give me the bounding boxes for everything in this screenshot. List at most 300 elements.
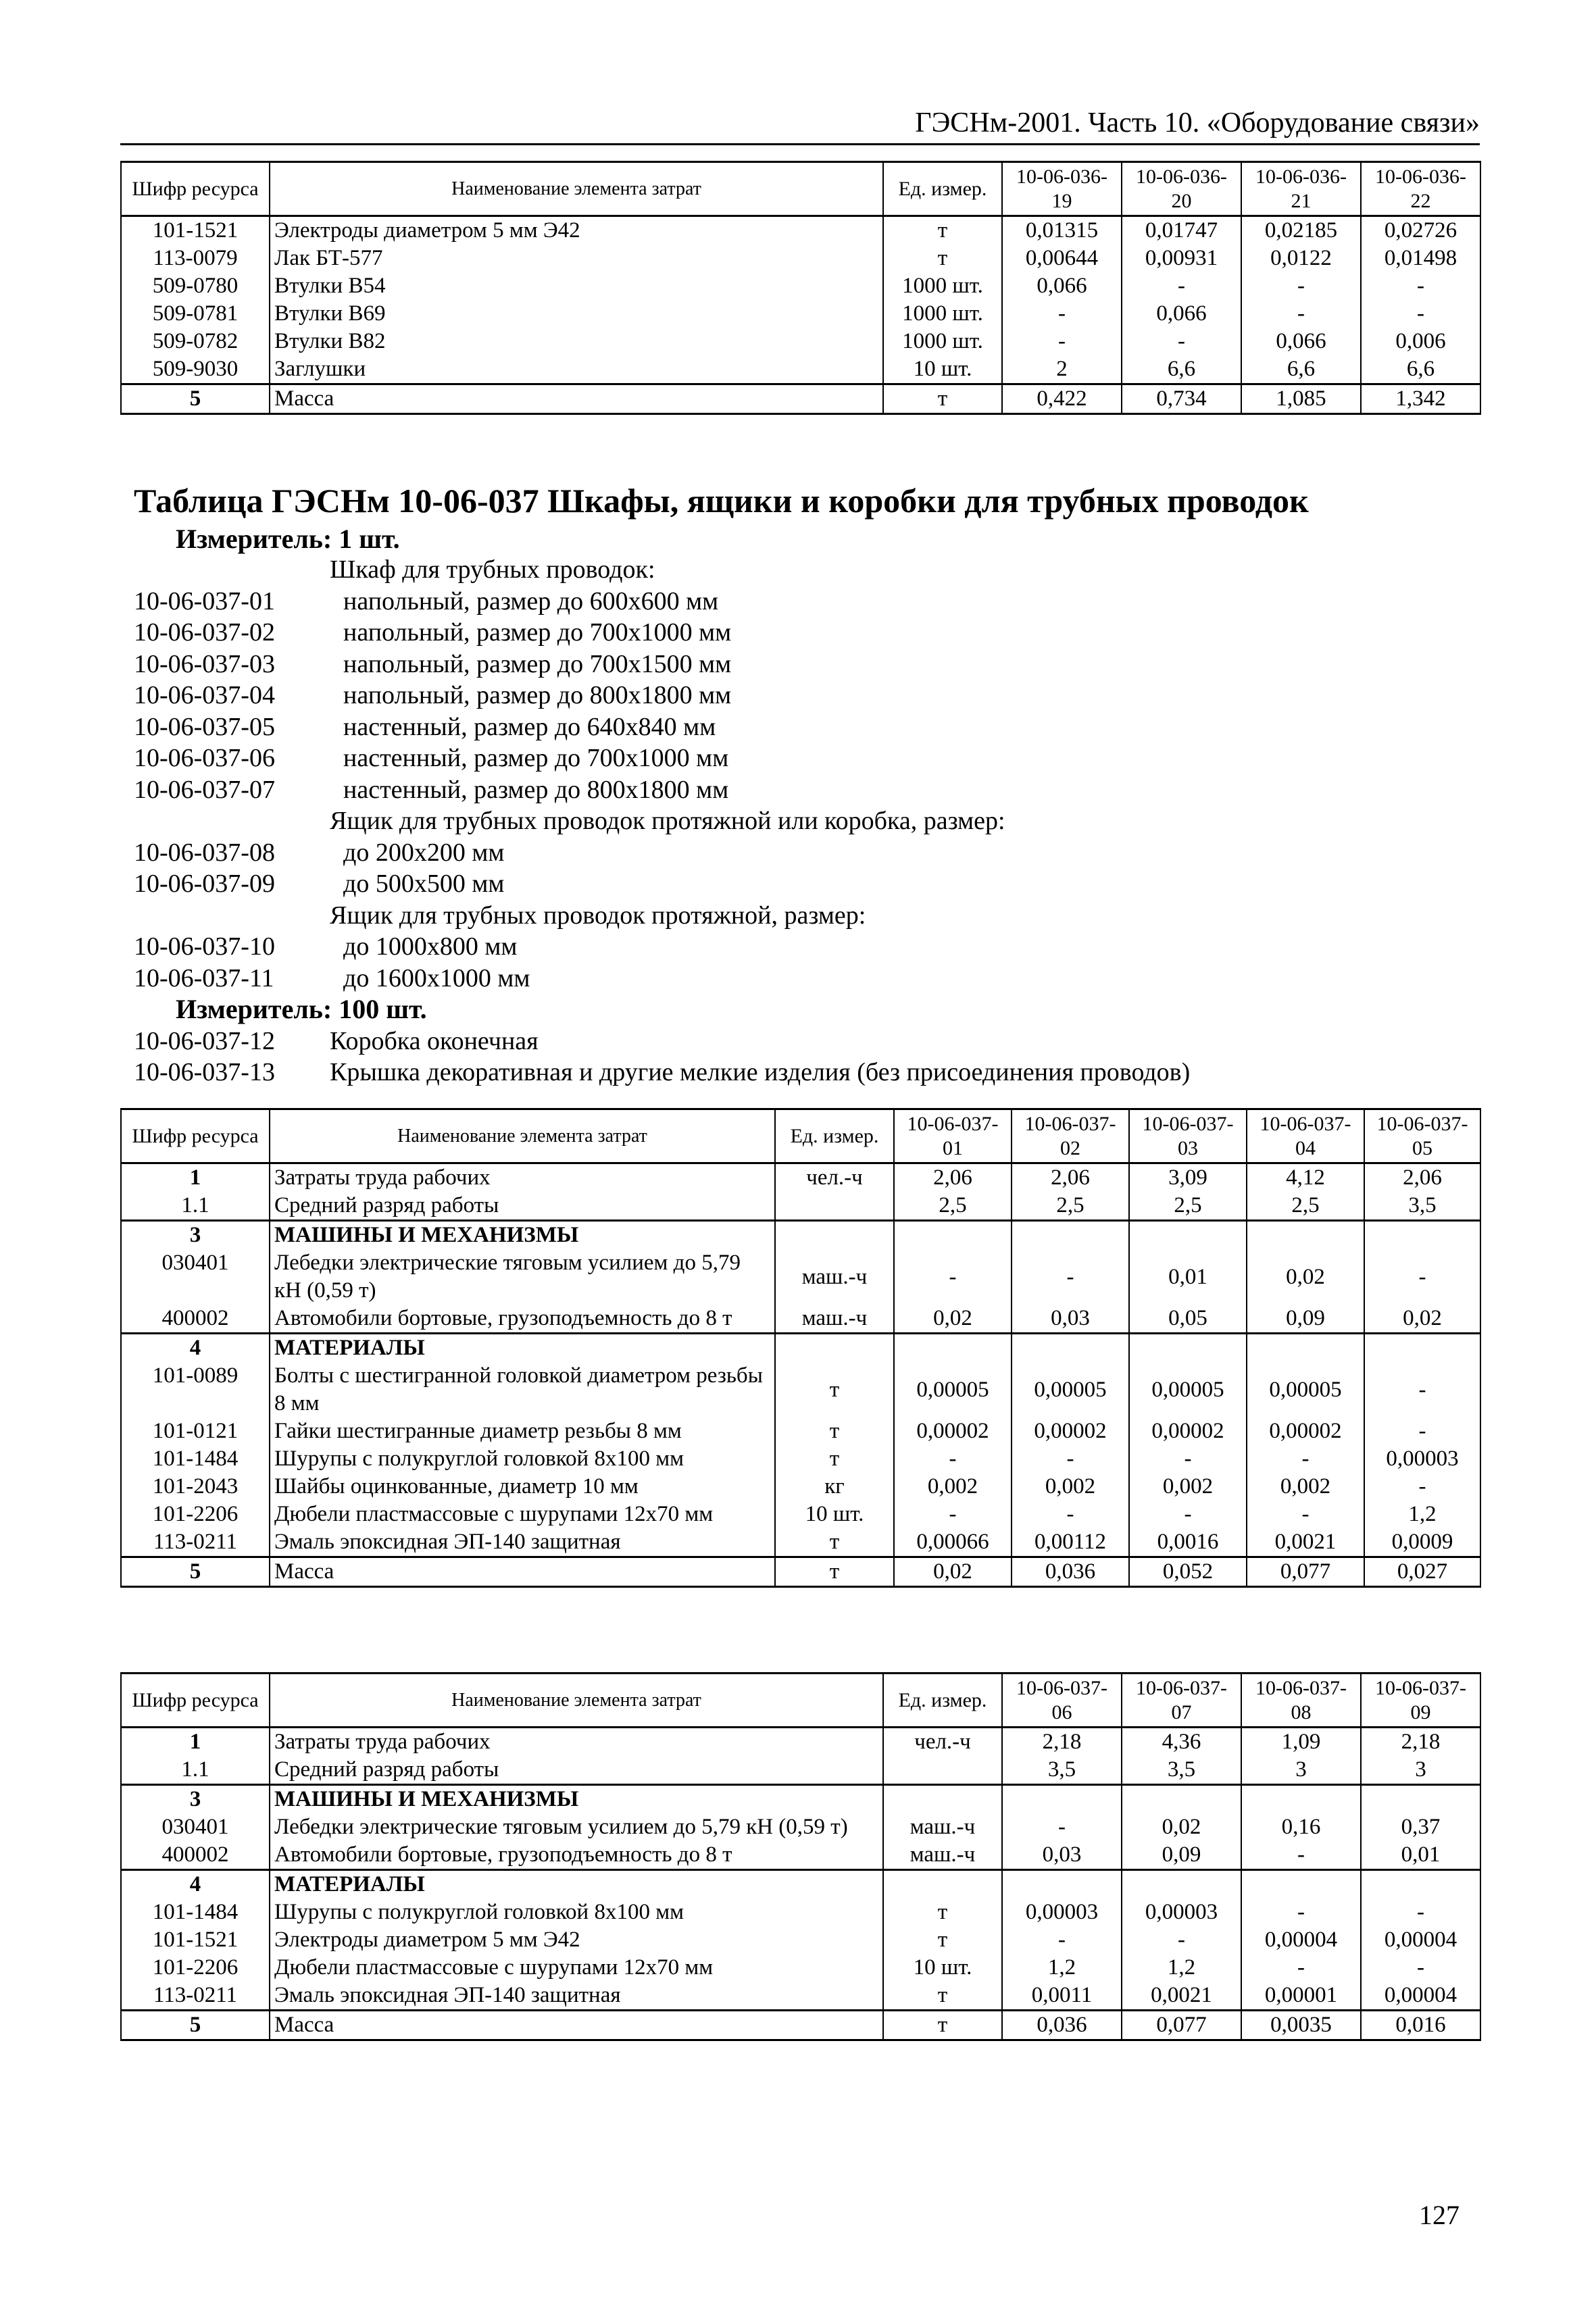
cell-name: Лак БТ-577 bbox=[270, 245, 883, 272]
cell-value: - bbox=[1129, 1445, 1247, 1473]
cell-value: 0,09 bbox=[1247, 1305, 1364, 1334]
cell-value: 0,002 bbox=[1247, 1473, 1364, 1501]
cell-code: 4 bbox=[121, 1870, 270, 1899]
cell-name: Лебедки электрические тяговым усилием до 5,79 кН (0,59 т) bbox=[270, 1813, 883, 1841]
cell-code: 5 bbox=[121, 2011, 270, 2040]
cell-value: 0,052 bbox=[1129, 1557, 1247, 1587]
list-item bbox=[134, 774, 1190, 806]
col-header-name: Наименование элемента затрат bbox=[270, 1109, 775, 1163]
cell-value: 0,00005 bbox=[1012, 1362, 1129, 1417]
cell-unit: т bbox=[775, 1557, 894, 1587]
cell-name: Масса bbox=[270, 2011, 883, 2040]
list-item bbox=[134, 680, 1190, 711]
cell-code: 113-0079 bbox=[121, 245, 270, 272]
list-item-text: Коробка оконечная bbox=[330, 1026, 539, 1055]
cell-value: 0,0122 bbox=[1241, 245, 1361, 272]
list-item-code: 10-06-037-04 bbox=[134, 681, 275, 709]
cell-name: Лебедки электрические тяговым усилием до 5,79 кН (0,59 т) bbox=[270, 1249, 775, 1305]
cell-unit: т bbox=[883, 2011, 1002, 2040]
cell-code: 030401 bbox=[121, 1249, 270, 1305]
cell-value: 0,0011 bbox=[1002, 1982, 1122, 2011]
cell-value: - bbox=[1361, 272, 1480, 300]
table-row-mass bbox=[121, 1557, 1480, 1587]
cell-value: 2,5 bbox=[1012, 1192, 1129, 1221]
col-header-unit: Ед. измер. bbox=[883, 1674, 1002, 1728]
cell-unit: т bbox=[883, 1926, 1002, 1954]
list-item-code: 10-06-037-03 bbox=[134, 649, 275, 678]
cell-value: 0,00005 bbox=[894, 1362, 1012, 1417]
cell-name: Эмаль эпоксидная ЭП-140 защитная bbox=[270, 1982, 883, 2011]
table-row bbox=[121, 1163, 1480, 1192]
list-heading: Ящик для трубных проводок протяжной, размер: bbox=[330, 901, 866, 930]
col-header-name: Наименование элемента затрат bbox=[270, 162, 883, 216]
cell-value: 0,03 bbox=[1002, 1841, 1122, 1870]
table-row bbox=[121, 355, 1480, 384]
cell-value: 0,00002 bbox=[1012, 1417, 1129, 1445]
cell-name: Электроды диаметром 5 мм Э42 bbox=[270, 216, 883, 245]
cell-value: 2,5 bbox=[894, 1192, 1012, 1221]
cell-value: 2 bbox=[1002, 355, 1122, 384]
cell-code: 1.1 bbox=[121, 1192, 270, 1221]
cell-name: Заглушки bbox=[270, 355, 883, 384]
list-item-code: 10-06-037-08 bbox=[134, 838, 275, 867]
col-header-norm: 10-06-037-07 bbox=[1122, 1674, 1241, 1728]
list-item-text: настенный, размер до 640х840 мм bbox=[343, 712, 716, 741]
cell-value: 0,00003 bbox=[1364, 1445, 1480, 1473]
cell-name: МАШИНЫ И МЕХАНИЗМЫ bbox=[270, 1785, 883, 1814]
cell-value: 0,734 bbox=[1122, 384, 1241, 414]
table-row bbox=[121, 1982, 1480, 2011]
cell-value: 0,00005 bbox=[1129, 1362, 1247, 1417]
list-item-code: 10-06-037-02 bbox=[134, 618, 275, 647]
cell-value: 4,36 bbox=[1122, 1728, 1241, 1757]
cell-unit: кг bbox=[775, 1473, 894, 1501]
table-row bbox=[121, 1728, 1480, 1757]
cell-code: 400002 bbox=[121, 1841, 270, 1870]
cell-value: 0,03 bbox=[1012, 1305, 1129, 1334]
cell-code: 1 bbox=[121, 1163, 270, 1192]
cell-value: 0,02 bbox=[1122, 1813, 1241, 1841]
cell-code: 101-0089 bbox=[121, 1362, 270, 1417]
col-header-norm: 10-06-037-03 bbox=[1129, 1109, 1247, 1163]
col-header-unit: Ед. измер. bbox=[775, 1109, 894, 1163]
cell-value: 3,09 bbox=[1129, 1163, 1247, 1192]
cell-unit: маш.-ч bbox=[883, 1813, 1002, 1841]
list-item-text: до 1600х1000 мм bbox=[343, 963, 530, 992]
cell-name: Эмаль эпоксидная ЭП-140 защитная bbox=[270, 1528, 775, 1557]
list-item bbox=[134, 963, 1190, 995]
table-row bbox=[121, 1528, 1480, 1557]
cell-value: 0,0021 bbox=[1247, 1528, 1364, 1557]
cell-value: 0,02 bbox=[1247, 1249, 1364, 1305]
cell-value: 0,00066 bbox=[894, 1528, 1012, 1557]
cell-value: 6,6 bbox=[1122, 355, 1241, 384]
cell-value: 0,066 bbox=[1002, 272, 1122, 300]
cell-code: 101-2206 bbox=[121, 1501, 270, 1528]
list-item-text: до 200х200 мм bbox=[343, 838, 505, 867]
cell-value: 0,006 bbox=[1361, 328, 1480, 355]
cell-name: Втулки В54 bbox=[270, 272, 883, 300]
cell-unit bbox=[775, 1192, 894, 1221]
cell-value: 0,036 bbox=[1012, 1557, 1129, 1587]
table-037-06-09 bbox=[120, 1672, 1481, 2041]
list-item-text: напольный, размер до 800х1800 мм bbox=[343, 681, 732, 709]
cell-value: - bbox=[1241, 1898, 1361, 1926]
running-header: ГЭСНм-2001. Часть 10. «Оборудование связи» bbox=[915, 107, 1480, 139]
list-item-text: настенный, размер до 700х1000 мм bbox=[343, 744, 729, 772]
cell-value: 1,2 bbox=[1122, 1954, 1241, 1982]
cell-value: 0,00003 bbox=[1122, 1898, 1241, 1926]
cell-value: - bbox=[1129, 1501, 1247, 1528]
cell-value: 3,5 bbox=[1122, 1756, 1241, 1785]
cell-value: 0,077 bbox=[1247, 1557, 1364, 1587]
list-item bbox=[134, 711, 1190, 743]
cell-value: 0,066 bbox=[1241, 328, 1361, 355]
list-item bbox=[134, 931, 1190, 963]
cell-value: 0,00002 bbox=[894, 1417, 1012, 1445]
cell-value: 3,5 bbox=[1002, 1756, 1122, 1785]
table-row bbox=[121, 1756, 1480, 1785]
table-036 bbox=[120, 161, 1481, 415]
cell-name: Затраты труда рабочих bbox=[270, 1163, 775, 1192]
cell-value: - bbox=[1247, 1501, 1364, 1528]
cell-name: МАТЕРИАЛЫ bbox=[270, 1334, 775, 1363]
cell-name: Втулки В82 bbox=[270, 328, 883, 355]
cell-code: 3 bbox=[121, 1785, 270, 1814]
list-item-text: напольный, размер до 700х1000 мм bbox=[343, 618, 732, 647]
cell-code: 3 bbox=[121, 1221, 270, 1250]
cell-value: 0,05 bbox=[1129, 1305, 1247, 1334]
cell-name: Автомобили бортовые, грузоподъемность до 8 т bbox=[270, 1305, 775, 1334]
cell-name: МАШИНЫ И МЕХАНИЗМЫ bbox=[270, 1221, 775, 1250]
cell-value: 0,00644 bbox=[1002, 245, 1122, 272]
cell-unit: маш.-ч bbox=[775, 1305, 894, 1334]
cell-value: 0,00003 bbox=[1002, 1898, 1122, 1926]
cell-value: 0,02 bbox=[894, 1557, 1012, 1587]
cell-value: 0,01 bbox=[1361, 1841, 1480, 1870]
cell-code: 101-0121 bbox=[121, 1417, 270, 1445]
cell-value: 0,01315 bbox=[1002, 216, 1122, 245]
col-header-code: Шифр ресурса bbox=[121, 1109, 270, 1163]
table-row bbox=[121, 272, 1480, 300]
cell-value: 0,016 bbox=[1361, 2011, 1480, 2040]
cell-name: Дюбели пластмассовые с шурупами 12х70 мм bbox=[270, 1501, 775, 1528]
table-037-01-05 bbox=[120, 1108, 1481, 1588]
list-item bbox=[134, 868, 1190, 900]
cell-code: 509-9030 bbox=[121, 355, 270, 384]
cell-value: 2,5 bbox=[1129, 1192, 1247, 1221]
list-item-code: 10-06-037-13 bbox=[134, 1058, 275, 1086]
cell-unit: т bbox=[775, 1528, 894, 1557]
cell-value: - bbox=[1122, 328, 1241, 355]
cell-value: 0,00001 bbox=[1241, 1982, 1361, 2011]
cell-value: 0,01498 bbox=[1361, 245, 1480, 272]
cell-value: - bbox=[1122, 1926, 1241, 1954]
cell-unit: 10 шт. bbox=[775, 1501, 894, 1528]
col-header-norm: 10-06-037-06 bbox=[1002, 1674, 1122, 1728]
cell-code: 101-2043 bbox=[121, 1473, 270, 1501]
cell-code: 113-0211 bbox=[121, 1982, 270, 2011]
cell-value: 0,00112 bbox=[1012, 1528, 1129, 1557]
list-item bbox=[134, 837, 1190, 869]
cell-name: Затраты труда рабочих bbox=[270, 1728, 883, 1757]
cell-value: - bbox=[1241, 1954, 1361, 1982]
col-header-norm: 10-06-037-01 bbox=[894, 1109, 1012, 1163]
cell-unit bbox=[883, 1756, 1002, 1785]
list-item-code: 10-06-037-09 bbox=[134, 870, 275, 898]
cell-value: 0,02 bbox=[1364, 1305, 1480, 1334]
cell-name: Масса bbox=[270, 1557, 775, 1587]
table-row bbox=[121, 1249, 1480, 1305]
cell-unit: 1000 шт. bbox=[883, 272, 1002, 300]
page-number: 127 bbox=[1419, 2200, 1460, 2230]
table-group-header bbox=[121, 1870, 1480, 1899]
col-header-norm: 10-06-037-08 bbox=[1241, 1674, 1361, 1728]
table-row bbox=[121, 1305, 1480, 1334]
table-row bbox=[121, 1501, 1480, 1528]
position-list bbox=[134, 554, 1190, 1088]
cell-value: - bbox=[1002, 1926, 1122, 1954]
cell-value: - bbox=[1364, 1473, 1480, 1501]
cell-value: - bbox=[1361, 1898, 1480, 1926]
cell-name: Втулки В69 bbox=[270, 300, 883, 328]
cell-value: - bbox=[1002, 300, 1122, 328]
cell-value: - bbox=[1361, 1954, 1480, 1982]
cell-value: - bbox=[1122, 272, 1241, 300]
list-item-text: напольный, размер до 700х1500 мм bbox=[343, 649, 732, 678]
cell-value: 0,00002 bbox=[1247, 1417, 1364, 1445]
table-row-mass bbox=[121, 2011, 1480, 2040]
col-header-name: Наименование элемента затрат bbox=[270, 1674, 883, 1728]
cell-value: - bbox=[1002, 328, 1122, 355]
list-item-code: 10-06-037-01 bbox=[134, 586, 275, 615]
list-item-text: до 500х500 мм bbox=[343, 870, 505, 898]
cell-value: 0,00004 bbox=[1361, 1926, 1480, 1954]
cell-name: Шурупы с полукруглой головкой 8х100 мм bbox=[270, 1445, 775, 1473]
cell-value: 2,06 bbox=[1364, 1163, 1480, 1192]
cell-value: 0,002 bbox=[894, 1473, 1012, 1501]
cell-value: 2,5 bbox=[1247, 1192, 1364, 1221]
list-item-text: Крышка декоративная и другие мелкие изделия (без присоединения проводов) bbox=[330, 1058, 1191, 1086]
cell-value: 0,00004 bbox=[1241, 1926, 1361, 1954]
table-row-mass bbox=[121, 384, 1480, 414]
cell-value: 1,2 bbox=[1002, 1954, 1122, 1982]
cell-value: 0,0016 bbox=[1129, 1528, 1247, 1557]
cell-code: 5 bbox=[121, 1557, 270, 1587]
cell-code: 101-2206 bbox=[121, 1954, 270, 1982]
cell-value: - bbox=[894, 1501, 1012, 1528]
cell-unit: т bbox=[883, 1982, 1002, 2011]
cell-value: 2,06 bbox=[1012, 1163, 1129, 1192]
cell-value: 0,077 bbox=[1122, 2011, 1241, 2040]
cell-value: 0,01747 bbox=[1122, 216, 1241, 245]
cell-value: 0,027 bbox=[1364, 1557, 1480, 1587]
col-header-norm: 10-06-037-02 bbox=[1012, 1109, 1129, 1163]
cell-code: 509-0780 bbox=[121, 272, 270, 300]
cell-value: 0,37 bbox=[1361, 1813, 1480, 1841]
col-header-norm: 10-06-036-20 bbox=[1122, 162, 1241, 216]
cell-value: - bbox=[1361, 300, 1480, 328]
cell-code: 101-1521 bbox=[121, 1926, 270, 1954]
table-group-header bbox=[121, 1221, 1480, 1250]
cell-value: 0,0021 bbox=[1122, 1982, 1241, 2011]
cell-name: Автомобили бортовые, грузоподъемность до 8 т bbox=[270, 1841, 883, 1870]
cell-value: 3 bbox=[1241, 1756, 1361, 1785]
cell-code: 400002 bbox=[121, 1305, 270, 1334]
table-row bbox=[121, 1926, 1480, 1954]
cell-value: 2,06 bbox=[894, 1163, 1012, 1192]
table-row bbox=[121, 1954, 1480, 1982]
cell-value: 0,02185 bbox=[1241, 216, 1361, 245]
cell-value: 4,12 bbox=[1247, 1163, 1364, 1192]
cell-value: - bbox=[1241, 1841, 1361, 1870]
table-row bbox=[121, 1813, 1480, 1841]
cell-value: - bbox=[1364, 1249, 1480, 1305]
col-header-norm: 10-06-037-04 bbox=[1247, 1109, 1364, 1163]
cell-value: 0,16 bbox=[1241, 1813, 1361, 1841]
cell-value: 0,02726 bbox=[1361, 216, 1480, 245]
cell-value: 0,00931 bbox=[1122, 245, 1241, 272]
cell-value: 2,18 bbox=[1361, 1728, 1480, 1757]
cell-value: - bbox=[1012, 1445, 1129, 1473]
cell-value: - bbox=[1002, 1813, 1122, 1841]
cell-name: Шурупы с полукруглой головкой 8х100 мм bbox=[270, 1898, 883, 1926]
measurer-1: Измеритель: 1 шт. bbox=[176, 524, 400, 554]
cell-name: Шайбы оцинкованные, диаметр 10 мм bbox=[270, 1473, 775, 1501]
cell-code: 101-1484 bbox=[121, 1445, 270, 1473]
list-item bbox=[134, 1026, 1190, 1057]
cell-value: 2,18 bbox=[1002, 1728, 1122, 1757]
cell-value: - bbox=[1012, 1501, 1129, 1528]
cell-value: 0,002 bbox=[1129, 1473, 1247, 1501]
cell-value: - bbox=[1247, 1445, 1364, 1473]
cell-unit: т bbox=[883, 1898, 1002, 1926]
cell-unit: чел.-ч bbox=[883, 1728, 1002, 1757]
table-row bbox=[121, 1473, 1480, 1501]
cell-value: 0,00002 bbox=[1129, 1417, 1247, 1445]
list-item bbox=[134, 617, 1190, 649]
section-title: Таблица ГЭСНм 10-06-037 Шкафы, ящики и коробки для трубных проводок bbox=[134, 482, 1309, 520]
cell-value: - bbox=[894, 1445, 1012, 1473]
table-row bbox=[121, 300, 1480, 328]
cell-value: - bbox=[1364, 1417, 1480, 1445]
list-item bbox=[134, 586, 1190, 618]
list-item-text: напольный, размер до 600х600 мм bbox=[343, 586, 719, 615]
cell-unit: маш.-ч bbox=[775, 1249, 894, 1305]
list-item bbox=[134, 1057, 1190, 1088]
header-rule bbox=[120, 143, 1480, 145]
cell-value: - bbox=[1241, 272, 1361, 300]
list-item-code: 10-06-037-05 bbox=[134, 712, 275, 741]
cell-value: 1,085 bbox=[1241, 384, 1361, 414]
list-item-code: 10-06-037-07 bbox=[134, 775, 275, 804]
list-item-text: до 1000х800 мм bbox=[343, 932, 518, 961]
table-group-header bbox=[121, 1785, 1480, 1814]
table-row bbox=[121, 1192, 1480, 1221]
list-heading: Шкаф для трубных проводок: bbox=[330, 555, 655, 584]
table-row bbox=[121, 216, 1480, 245]
cell-name: Масса bbox=[270, 384, 883, 414]
cell-value: - bbox=[894, 1249, 1012, 1305]
cell-value: 1,2 bbox=[1364, 1501, 1480, 1528]
list-item-code: 10-06-037-11 bbox=[134, 963, 274, 992]
cell-value: 6,6 bbox=[1241, 355, 1361, 384]
table-row bbox=[121, 1445, 1480, 1473]
cell-name: МАТЕРИАЛЫ bbox=[270, 1870, 883, 1899]
cell-value: 0,422 bbox=[1002, 384, 1122, 414]
col-header-norm: 10-06-036-22 bbox=[1361, 162, 1480, 216]
table-row bbox=[121, 245, 1480, 272]
col-header-norm: 10-06-037-09 bbox=[1361, 1674, 1480, 1728]
col-header-norm: 10-06-037-05 bbox=[1364, 1109, 1480, 1163]
measurer-2: Измеритель: 100 шт. bbox=[176, 994, 427, 1024]
cell-value: 0,00005 bbox=[1247, 1362, 1364, 1417]
cell-unit: 10 шт. bbox=[883, 1954, 1002, 1982]
cell-value: 3,5 bbox=[1364, 1192, 1480, 1221]
cell-value: 3 bbox=[1361, 1756, 1480, 1785]
cell-code: 509-0782 bbox=[121, 328, 270, 355]
table-row bbox=[121, 1898, 1480, 1926]
cell-value: - bbox=[1012, 1249, 1129, 1305]
list-item-code: 10-06-037-10 bbox=[134, 932, 275, 961]
cell-code: 5 bbox=[121, 384, 270, 414]
cell-unit: т bbox=[883, 384, 1002, 414]
cell-name: Дюбели пластмассовые с шурупами 12х70 мм bbox=[270, 1954, 883, 1982]
cell-code: 030401 bbox=[121, 1813, 270, 1841]
cell-value: 6,6 bbox=[1361, 355, 1480, 384]
cell-code: 1 bbox=[121, 1728, 270, 1757]
table-row bbox=[121, 328, 1480, 355]
cell-name: Средний разряд работы bbox=[270, 1756, 883, 1785]
cell-code: 509-0781 bbox=[121, 300, 270, 328]
col-header-norm: 10-06-036-21 bbox=[1241, 162, 1361, 216]
list-item-text: настенный, размер до 800х1800 мм bbox=[343, 775, 729, 804]
cell-value: 0,09 bbox=[1122, 1841, 1241, 1870]
col-header-code: Шифр ресурса bbox=[121, 162, 270, 216]
cell-unit: 10 шт. bbox=[883, 355, 1002, 384]
cell-code: 101-1484 bbox=[121, 1898, 270, 1926]
cell-unit: чел.-ч bbox=[775, 1163, 894, 1192]
list-heading: Ящик для трубных проводок протяжной или коробка, размер: bbox=[330, 807, 1005, 835]
cell-code: 101-1521 bbox=[121, 216, 270, 245]
cell-code: 4 bbox=[121, 1334, 270, 1363]
cell-value: 0,0035 bbox=[1241, 2011, 1361, 2040]
cell-value: 0,036 bbox=[1002, 2011, 1122, 2040]
cell-unit: т bbox=[775, 1362, 894, 1417]
cell-value: 0,00004 bbox=[1361, 1982, 1480, 2011]
cell-unit: маш.-ч bbox=[883, 1841, 1002, 1870]
table-row bbox=[121, 1362, 1480, 1417]
table-row bbox=[121, 1417, 1480, 1445]
cell-unit: т bbox=[883, 245, 1002, 272]
cell-name: Гайки шестигранные диаметр резьбы 8 мм bbox=[270, 1417, 775, 1445]
cell-name: Электроды диаметром 5 мм Э42 bbox=[270, 1926, 883, 1954]
col-header-unit: Ед. измер. bbox=[883, 162, 1002, 216]
cell-code: 1.1 bbox=[121, 1756, 270, 1785]
cell-value: 1,09 bbox=[1241, 1728, 1361, 1757]
list-item-code: 10-06-037-12 bbox=[134, 1026, 275, 1055]
col-header-norm: 10-06-036-19 bbox=[1002, 162, 1122, 216]
list-item bbox=[134, 649, 1190, 680]
list-item-code: 10-06-037-06 bbox=[134, 744, 275, 772]
cell-value: 0,002 bbox=[1012, 1473, 1129, 1501]
cell-unit: т bbox=[775, 1417, 894, 1445]
cell-value: - bbox=[1241, 300, 1361, 328]
cell-value: 0,02 bbox=[894, 1305, 1012, 1334]
cell-value: 0,0009 bbox=[1364, 1528, 1480, 1557]
table-row bbox=[121, 1841, 1480, 1870]
cell-value: 0,01 bbox=[1129, 1249, 1247, 1305]
